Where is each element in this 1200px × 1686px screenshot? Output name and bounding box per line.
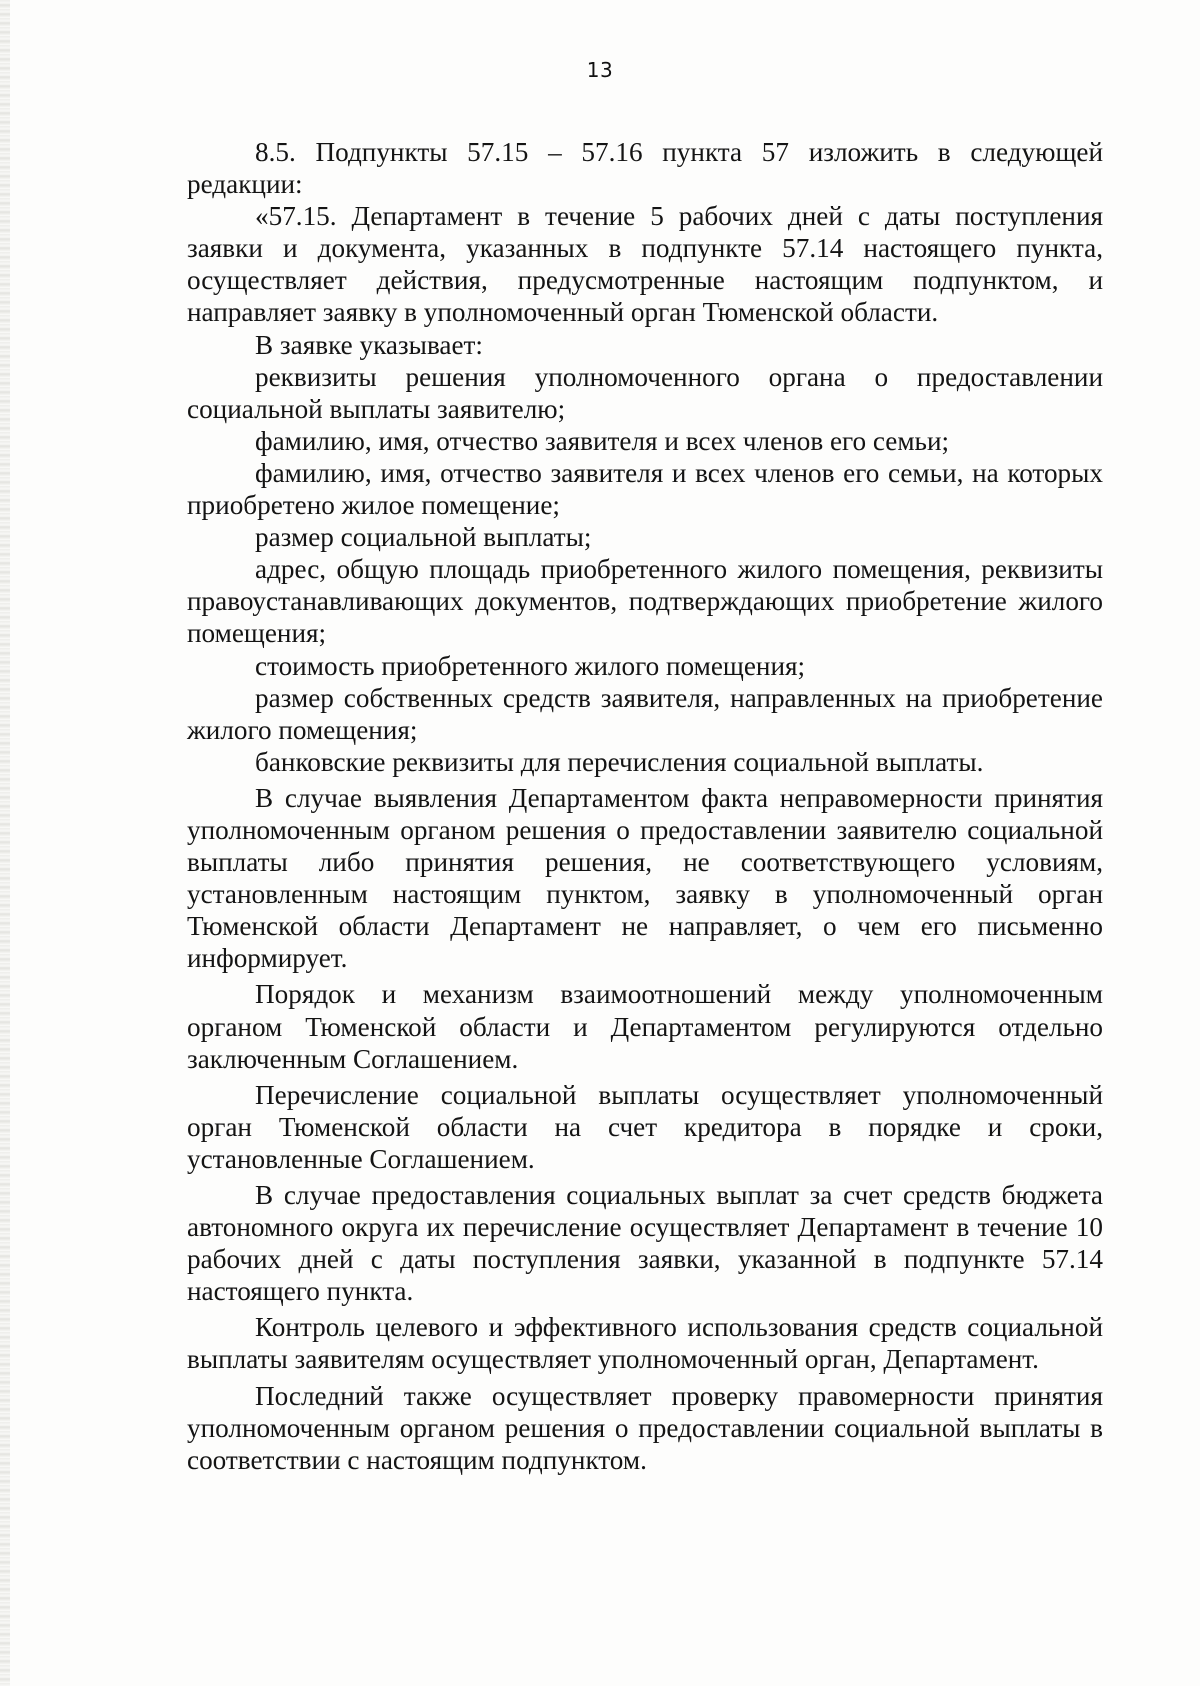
paragraph-control: Контроль целевого и эффективного использования средств социальной выплаты заявителям осуществляет уполномоченный орган, Департамент. xyxy=(187,1312,1103,1375)
list-item-decision-details: реквизиты решения уполномоченного органа о предоставлении социальной выплаты заявителю; xyxy=(187,361,1103,424)
paragraph-verification: Последний также осуществляет проверку правомерности принятия уполномоченным органом решения о предоставлении социальной выплаты в соответствии с настоящим подпунктом. xyxy=(187,1380,1103,1475)
list-item-family-names: фамилию, имя, отчество заявителя и всех членов его семьи; xyxy=(255,425,950,456)
paragraph-8-5: 8.5. Подпункты 57.15 – 57.16 пункта 57 изложить в следующей редакции: xyxy=(187,137,1103,200)
document-body xyxy=(187,136,1103,1476)
list-item-payment-amount: размер социальной выплаты; xyxy=(255,522,592,553)
page-number: 13 xyxy=(586,58,614,82)
paragraph-illegality-case: В случае выявления Департаментом факта неправомерности принятия уполномоченным органом решения о предоставлении заявителю социальной выплаты либо принятия решения, не соответствующего условиям, установленным настоящим пунктом, заявку в уполномоченный орган Тюменской области Департамент не направляет, о чем его письменно информирует. xyxy=(187,782,1103,974)
list-item-property-cost: стоимость приобретенного жилого помещения; xyxy=(255,650,806,681)
paragraph-payment-transfer: Перечисление социальной выплаты осуществляет уполномоченный орган Тюменской области на счет кредитора в порядке и сроки, установленные Соглашением. xyxy=(187,1079,1103,1174)
paragraph-interaction-procedure: Порядок и механизм взаимоотношений между уполномоченным органом Тюменской области и Департаментом регулируются отдельно заключенным Соглашением. xyxy=(187,979,1103,1074)
list-item-own-funds: размер собственных средств заявителя, направленных на приобретение жилого помещения; xyxy=(187,682,1103,745)
scan-edge xyxy=(0,0,10,1686)
list-item-property-details: адрес, общую площадь приобретенного жилого помещения, реквизиты правоустанавливающих документов, подтверждающих приобретение жилого помещения; xyxy=(187,554,1103,649)
paragraph-57-15: «57.15. Департамент в течение 5 рабочих дней с даты поступления заявки и документа, указанных в подпункте 57.14 настоящего пункта, осуществляет действия, предусмотренные настоящим подпунктом, и направляет заявку в уполномоченный орган Тюменской области. xyxy=(187,201,1103,328)
list-item-owners-names: фамилию, имя, отчество заявителя и всех членов его семьи, на которых приобретено жилое помещение; xyxy=(187,457,1103,521)
list-item-bank-details: банковские реквизиты для перечисления социальной выплаты. xyxy=(255,746,984,777)
paragraph-budget-transfer: В случае предоставления социальных выплат за счет средств бюджета автономного округа их перечисление осуществляет Департамент в течение 10 рабочих дней с даты поступления заявки, указанной в подпункте 57.14 настоящего пункта. xyxy=(187,1180,1103,1307)
paragraph-request-contents-intro: В заявке указывает: xyxy=(255,329,483,360)
